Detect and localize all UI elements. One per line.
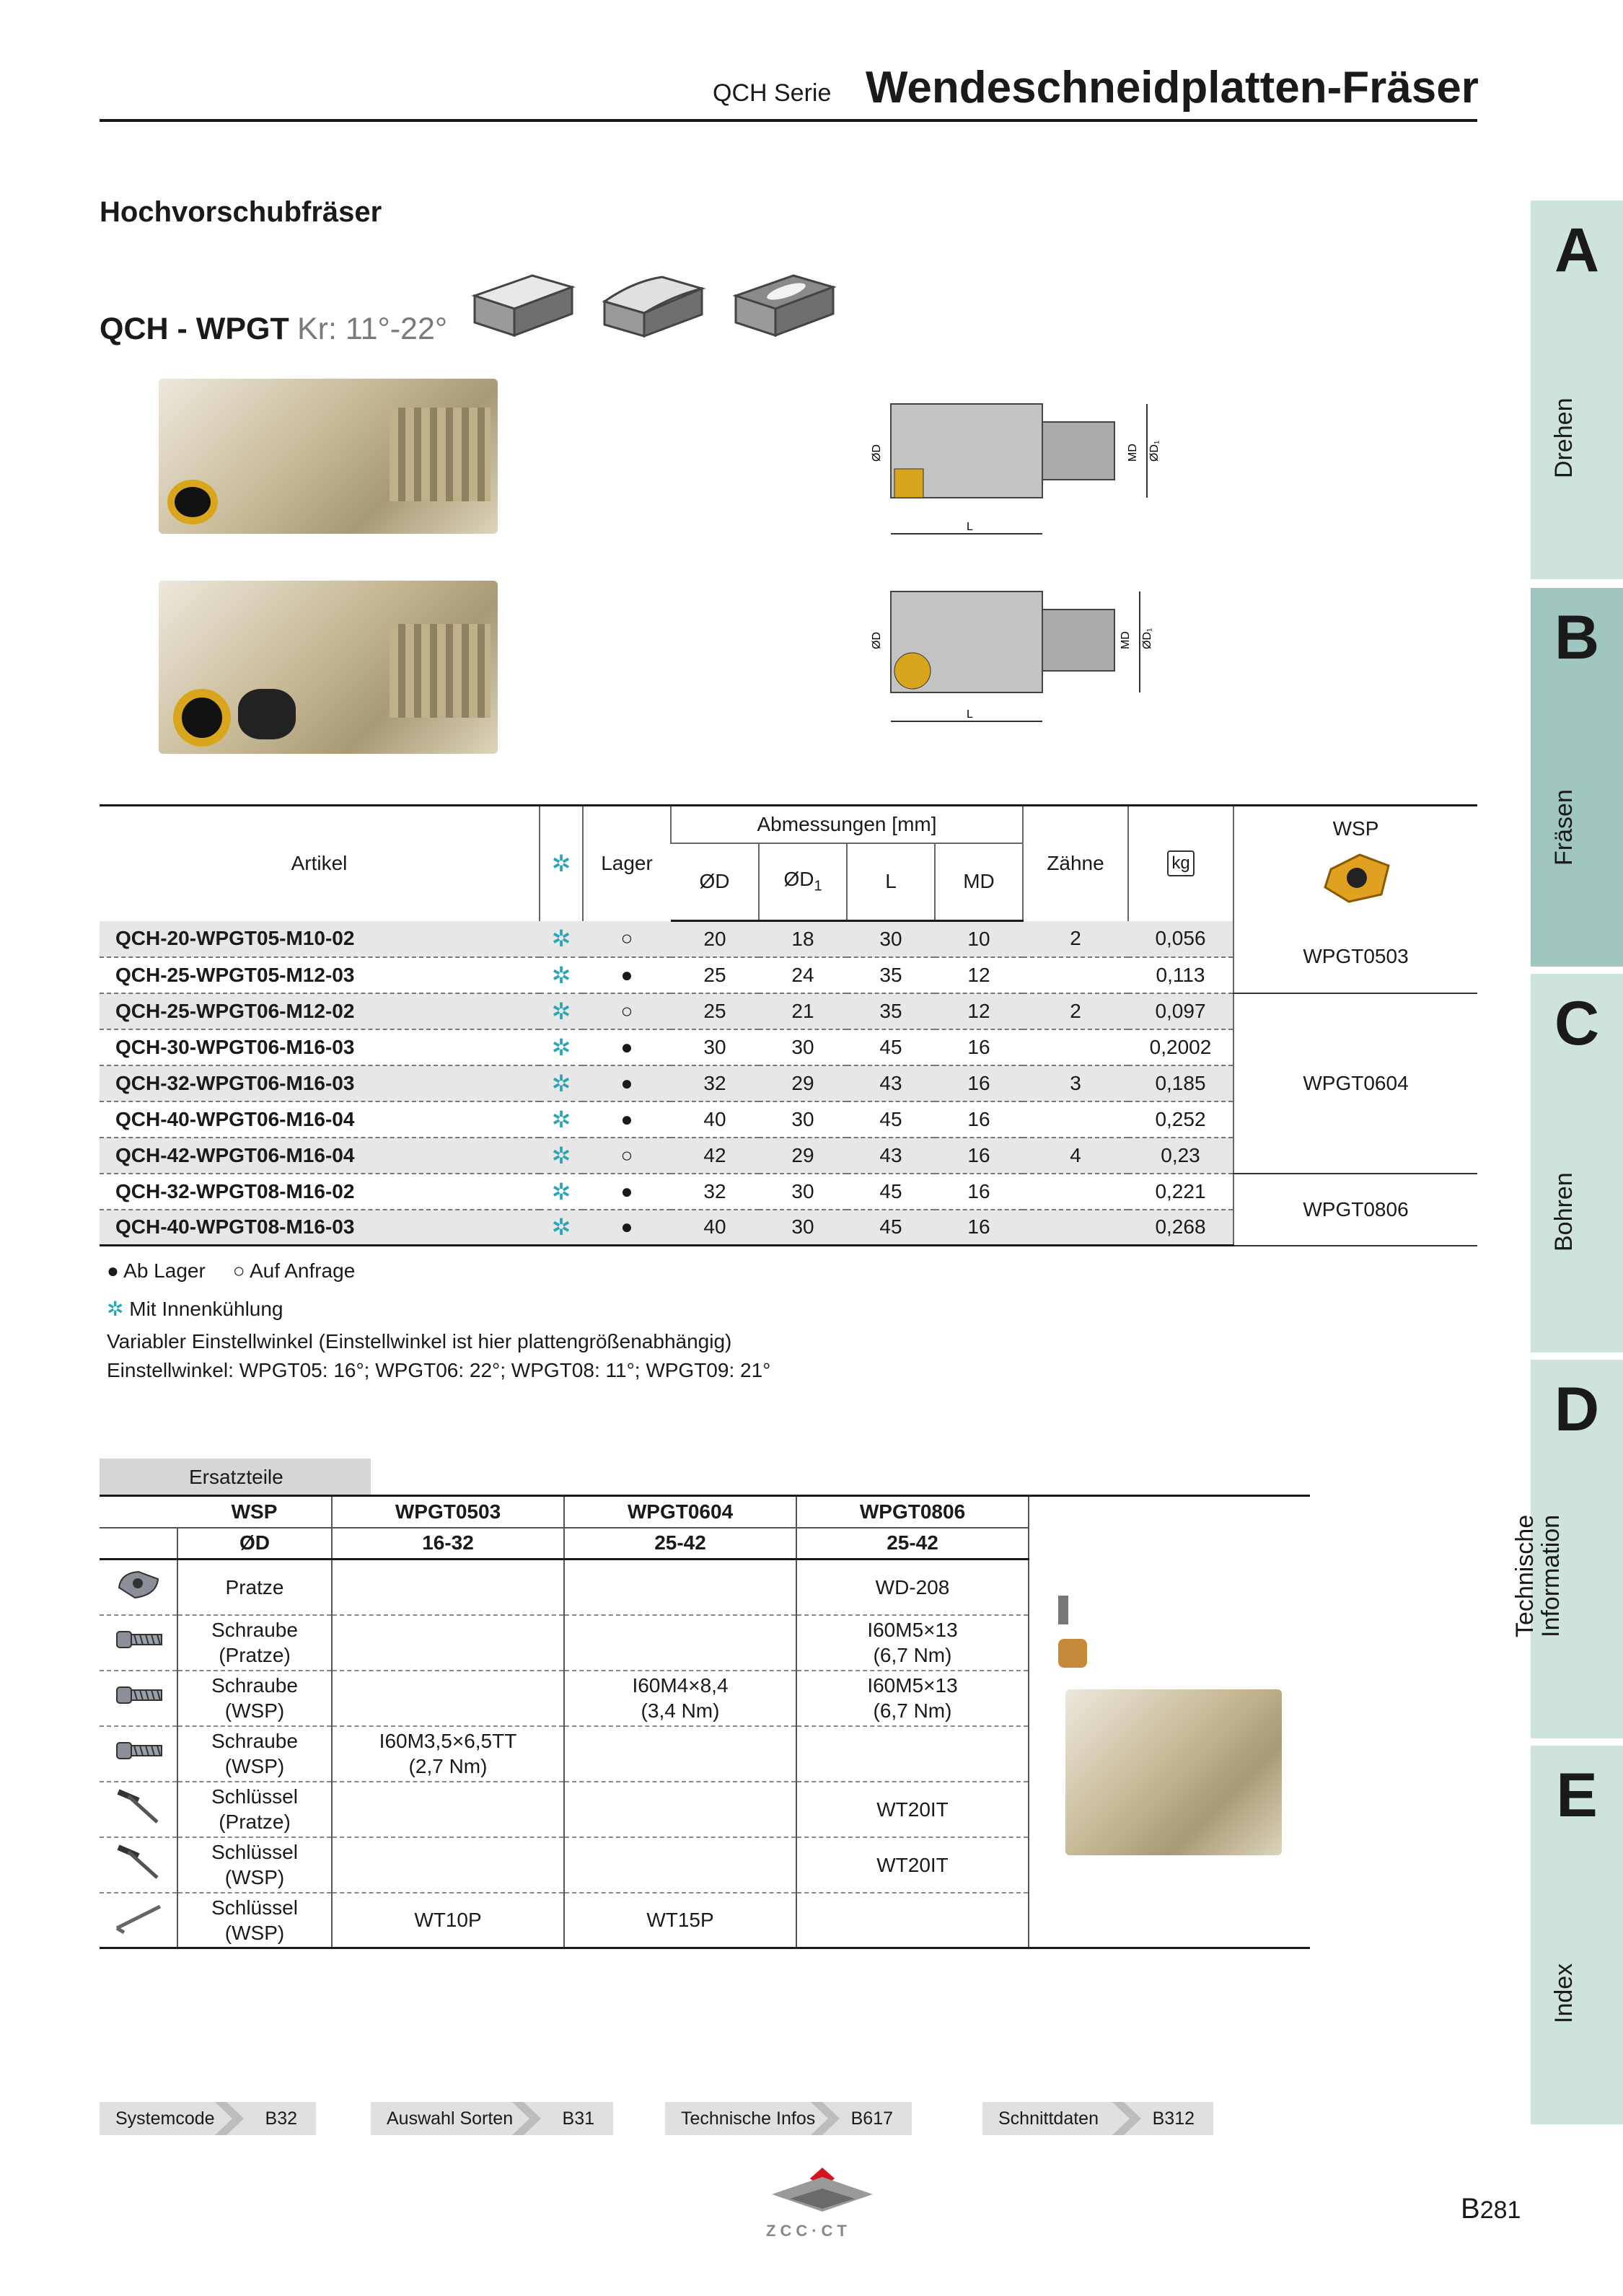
dim-md: MD xyxy=(1127,444,1139,462)
insert-shape-flat-icon xyxy=(467,267,577,346)
tab-letter: D xyxy=(1554,1375,1600,1444)
col-d1 xyxy=(759,843,847,921)
screw-icon xyxy=(100,1671,177,1726)
cell-md: 16 xyxy=(935,1174,1023,1210)
part-name: Pratze xyxy=(177,1560,332,1615)
spare-parts-tab: Ersatzteile xyxy=(100,1459,371,1495)
cell-artikel: QCH-42-WPGT06-M16-04 xyxy=(100,1138,540,1174)
table-row xyxy=(100,1560,1310,1615)
col-d1-sub: 1 xyxy=(814,879,822,895)
side-tab-d[interactable] xyxy=(1511,1360,1623,1738)
screw-icon xyxy=(100,1615,177,1671)
cell-d: 25 xyxy=(671,993,759,1029)
dim-md-2: MD xyxy=(1120,631,1132,649)
cell-md: 12 xyxy=(935,993,1023,1029)
coolant-icon: ✲ xyxy=(540,1210,583,1246)
cell-l: 30 xyxy=(847,921,935,957)
part-name: Schlüssel (Pratze) xyxy=(177,1782,332,1837)
cell-kg: 0,23 xyxy=(1128,1138,1233,1174)
part-spec xyxy=(332,1782,564,1837)
spare-d-label: ØD xyxy=(177,1528,332,1560)
wsp-insert-icon xyxy=(1316,848,1396,905)
side-tab-a[interactable] xyxy=(1531,201,1623,579)
cell-zaehne xyxy=(1023,1101,1128,1138)
legend-stock-text: ● Ab Lager xyxy=(107,1259,206,1282)
coolant-icon: ✲ xyxy=(540,957,583,993)
side-tab-e[interactable] xyxy=(1531,1746,1623,2124)
cell-lager: ● xyxy=(583,1029,671,1065)
section-title: Hochvorschubfräser xyxy=(100,196,382,228)
col-artikel: Artikel xyxy=(100,806,540,921)
cell-lager: ○ xyxy=(583,993,671,1029)
tab-letter: E xyxy=(1556,1761,1598,1830)
page-title: Wendeschneidplatten-Fräser xyxy=(866,63,1479,113)
chevron-right-icon xyxy=(1112,2102,1141,2135)
coolant-icon: ✲ xyxy=(540,1174,583,1210)
cell-zaehne xyxy=(1023,1210,1128,1246)
nav-link-0[interactable] xyxy=(100,2102,316,2135)
tab-letter: B xyxy=(1554,603,1600,672)
part-spec: I60M5×13 (6,7 Nm) xyxy=(796,1615,1029,1671)
cell-kg: 0,056 xyxy=(1128,921,1233,957)
cell-d1: 30 xyxy=(759,1174,847,1210)
cell-md: 16 xyxy=(935,1101,1023,1138)
spare-wsp-2: WPGT0604 xyxy=(564,1496,796,1528)
cell-kg: 0,221 xyxy=(1128,1174,1233,1210)
cell-kg: 0,185 xyxy=(1128,1065,1233,1101)
cell-lager: ○ xyxy=(583,1138,671,1174)
cell-zaehne: 2 xyxy=(1023,993,1128,1029)
legend-coolant-text: Mit Innenkühlung xyxy=(129,1298,283,1320)
insert-shape-hole-icon xyxy=(729,267,838,346)
cell-wsp-group: WPGT0604 xyxy=(1233,993,1477,1174)
col-lager: Lager xyxy=(583,806,671,921)
weight-icon: kg xyxy=(1167,850,1194,876)
spare-d-1: 16-32 xyxy=(332,1528,564,1560)
cell-artikel: QCH-20-WPGT05-M10-02 xyxy=(100,921,540,957)
cell-artikel: QCH-32-WPGT08-M16-02 xyxy=(100,1174,540,1210)
coolant-icon-legend: ✲ xyxy=(107,1298,124,1320)
cell-wsp-group: WPGT0503 xyxy=(1233,921,1477,993)
page-number-value: 281 xyxy=(1479,2196,1521,2224)
cell-d1: 30 xyxy=(759,1210,847,1246)
legend-note-2: Einstellwinkel: WPGT05: 16°; WPGT06: 22°; WPGT08: 11°; WPGT09: 21° xyxy=(107,1359,771,1381)
page-prefix: B xyxy=(1461,2193,1480,2225)
dim-l: L xyxy=(967,521,973,533)
cell-artikel: QCH-40-WPGT08-M16-03 xyxy=(100,1210,540,1246)
cell-d1: 30 xyxy=(759,1029,847,1065)
nav-link-3[interactable] xyxy=(982,2102,1213,2135)
tab-word: Fräsen xyxy=(1550,789,1578,866)
nav-page: B31 xyxy=(562,2108,594,2129)
col-zaehne: Zähne xyxy=(1023,806,1128,921)
dim-d: ØD xyxy=(871,444,883,462)
nav-label: Auswahl Sorten xyxy=(387,2108,514,2129)
part-spec: WD-208 xyxy=(796,1560,1029,1615)
cell-l: 43 xyxy=(847,1138,935,1174)
product-photo-wpgt05 xyxy=(159,379,498,534)
nav-link-1[interactable] xyxy=(371,2102,613,2135)
logo-text: ZCC·CT xyxy=(766,2222,851,2240)
nav-page: B312 xyxy=(1152,2108,1195,2129)
nav-label: Technische Infos xyxy=(681,2108,816,2129)
series-label: QCH Serie xyxy=(713,79,832,107)
t-key-icon xyxy=(100,1782,177,1837)
col-d: ØD xyxy=(671,843,759,921)
technical-drawing-2 xyxy=(851,577,1197,736)
part-spec: WT20IT xyxy=(796,1782,1029,1837)
tab-letter: A xyxy=(1554,216,1600,285)
cell-zaehne xyxy=(1023,1174,1128,1210)
cell-d: 32 xyxy=(671,1174,759,1210)
tab-word: Technische Information xyxy=(1511,1514,1565,1637)
dim-d-2: ØD xyxy=(871,632,883,649)
part-spec xyxy=(564,1726,796,1782)
col-abmessungen: Abmessungen [mm] xyxy=(671,806,1023,843)
part-name: Schraube (Pratze) xyxy=(177,1615,332,1671)
part-name: Schlüssel (WSP) xyxy=(177,1893,332,1948)
wsp-label: WSP xyxy=(1332,817,1379,840)
part-spec xyxy=(796,1893,1029,1948)
spare-d-3: 25-42 xyxy=(796,1528,1029,1560)
part-spec xyxy=(564,1615,796,1671)
cell-wsp-group: WPGT0806 xyxy=(1233,1174,1477,1246)
coolant-icon: ✲ xyxy=(540,1029,583,1065)
cell-kg: 0,252 xyxy=(1128,1101,1233,1138)
cell-l: 35 xyxy=(847,957,935,993)
col-wsp xyxy=(1233,806,1477,921)
part-spec xyxy=(332,1615,564,1671)
dim-l-2: L xyxy=(967,708,973,721)
col-l: L xyxy=(847,843,935,921)
cell-l: 45 xyxy=(847,1101,935,1138)
part-spec: I60M5×13 (6,7 Nm) xyxy=(796,1671,1029,1726)
coolant-icon: ✲ xyxy=(540,1101,583,1138)
chevron-right-icon xyxy=(215,2102,244,2135)
spare-wsp-label: WSP xyxy=(177,1496,332,1528)
cell-zaehne: 3 xyxy=(1023,1065,1128,1101)
cell-d1: 21 xyxy=(759,993,847,1029)
tab-word: Index xyxy=(1550,1963,1578,2023)
nav-link-2[interactable] xyxy=(665,2102,912,2135)
legend-note-1: Variabler Einstellwinkel (Einstellwinkel ist hier plattengrößenabhängig) xyxy=(107,1330,732,1352)
cell-md: 16 xyxy=(935,1065,1023,1101)
cell-kg: 0,113 xyxy=(1128,957,1233,993)
part-spec xyxy=(564,1560,796,1615)
cell-zaehne: 4 xyxy=(1023,1138,1128,1174)
dim-d1: ØD₁ xyxy=(1148,440,1161,462)
coolant-icon: ✲ xyxy=(540,921,583,957)
tab-letter: C xyxy=(1554,989,1600,1058)
torx-key-icon xyxy=(100,1893,177,1948)
cell-zaehne xyxy=(1023,1029,1128,1065)
insert-shape-groove-icon xyxy=(597,267,707,346)
part-spec: WT20IT xyxy=(796,1837,1029,1893)
cell-l: 43 xyxy=(847,1065,935,1101)
screw-icon xyxy=(100,1726,177,1782)
cell-l: 45 xyxy=(847,1029,935,1065)
table-row xyxy=(100,1174,1477,1210)
spare-parts-photo xyxy=(1029,1560,1310,1948)
cell-d: 32 xyxy=(671,1065,759,1101)
part-spec xyxy=(332,1560,564,1615)
cell-zaehne: 2 xyxy=(1023,921,1128,957)
cell-md: 16 xyxy=(935,1138,1023,1174)
cell-l: 45 xyxy=(847,1210,935,1246)
cell-kg: 0,097 xyxy=(1128,993,1233,1029)
part-name: Schraube (WSP) xyxy=(177,1726,332,1782)
cell-d1: 29 xyxy=(759,1065,847,1101)
nav-label: Systemcode xyxy=(115,2108,215,2129)
cell-d: 25 xyxy=(671,957,759,993)
cell-zaehne xyxy=(1023,957,1128,993)
cell-artikel: QCH-25-WPGT05-M12-03 xyxy=(100,957,540,993)
legend-stock xyxy=(107,1259,355,1283)
part-spec xyxy=(332,1671,564,1726)
table-row xyxy=(100,993,1477,1029)
part-spec: WT10P xyxy=(332,1893,564,1948)
side-tab-b[interactable] xyxy=(1531,588,1623,967)
cell-d: 42 xyxy=(671,1138,759,1174)
side-tab-c[interactable] xyxy=(1531,974,1623,1352)
tab-word: Bohren xyxy=(1550,1172,1578,1252)
part-spec xyxy=(564,1782,796,1837)
cell-d: 30 xyxy=(671,1029,759,1065)
part-spec xyxy=(332,1837,564,1893)
cell-lager: ● xyxy=(583,1210,671,1246)
nav-page: B617 xyxy=(850,2108,893,2129)
part-spec xyxy=(564,1837,796,1893)
cell-d: 20 xyxy=(671,921,759,957)
zcc-logo-icon xyxy=(768,2164,876,2222)
kr-angle: Kr: 11°-22° xyxy=(297,312,448,346)
coolant-icon: ✲ xyxy=(540,1065,583,1101)
cell-d1: 30 xyxy=(759,1101,847,1138)
cell-lager: ● xyxy=(583,957,671,993)
cell-artikel: QCH-32-WPGT06-M16-03 xyxy=(100,1065,540,1101)
cell-kg: 0,268 xyxy=(1128,1210,1233,1246)
spare-wsp-1: WPGT0503 xyxy=(332,1496,564,1528)
clamp-icon xyxy=(100,1560,177,1615)
cell-lager: ● xyxy=(583,1065,671,1101)
cell-md: 10 xyxy=(935,921,1023,957)
coolant-icon: ✲ xyxy=(540,993,583,1029)
cell-artikel: QCH-25-WPGT06-M12-02 xyxy=(100,993,540,1029)
part-spec: WT15P xyxy=(564,1893,796,1948)
cell-d: 40 xyxy=(671,1210,759,1246)
spare-parts-table xyxy=(100,1495,1310,1949)
cell-d1: 24 xyxy=(759,957,847,993)
spare-wsp-3: WPGT0806 xyxy=(796,1496,1029,1528)
cell-artikel: QCH-40-WPGT06-M16-04 xyxy=(100,1101,540,1138)
part-spec xyxy=(796,1726,1029,1782)
legend-request-text: ○ Auf Anfrage xyxy=(232,1259,356,1282)
article-table xyxy=(100,804,1477,1246)
cell-d1: 18 xyxy=(759,921,847,957)
col-d1-label: ØD xyxy=(783,868,814,891)
spare-d-2: 25-42 xyxy=(564,1528,796,1560)
cell-lager: ● xyxy=(583,1101,671,1138)
col-weight xyxy=(1128,806,1233,921)
t-key-icon xyxy=(100,1837,177,1893)
legend-coolant xyxy=(107,1297,283,1321)
product-photo-wpgt08 xyxy=(159,581,498,754)
cell-d1: 29 xyxy=(759,1138,847,1174)
chevron-right-icon xyxy=(512,2102,541,2135)
tab-word: Drehen xyxy=(1550,397,1578,478)
header-rule xyxy=(100,119,1477,122)
part-name: Schlüssel (WSP) xyxy=(177,1837,332,1893)
cell-md: 16 xyxy=(935,1029,1023,1065)
coolant-icon: ✲ xyxy=(540,806,583,921)
cell-kg: 0,2002 xyxy=(1128,1029,1233,1065)
cell-md: 16 xyxy=(935,1210,1023,1246)
table-row xyxy=(100,921,1477,957)
nav-page: B32 xyxy=(265,2108,297,2129)
cell-artikel: QCH-30-WPGT06-M16-03 xyxy=(100,1029,540,1065)
cell-l: 35 xyxy=(847,993,935,1029)
cell-l: 45 xyxy=(847,1174,935,1210)
product-code: QCH - WPGT xyxy=(100,312,289,346)
col-md: MD xyxy=(935,843,1023,921)
part-spec: I60M4×8,4 (3,4 Nm) xyxy=(564,1671,796,1726)
part-spec: I60M3,5×6,5TT (2,7 Nm) xyxy=(332,1726,564,1782)
technical-drawing-1 xyxy=(851,397,1197,548)
cell-md: 12 xyxy=(935,957,1023,993)
cell-lager: ● xyxy=(583,1174,671,1210)
page-number xyxy=(1461,2193,1521,2225)
part-name: Schraube (WSP) xyxy=(177,1671,332,1726)
coolant-icon: ✲ xyxy=(540,1138,583,1174)
nav-label: Schnittdaten xyxy=(998,2108,1099,2129)
dim-d1-2: ØD₁ xyxy=(1141,628,1153,649)
cell-d: 40 xyxy=(671,1101,759,1138)
cell-lager: ○ xyxy=(583,921,671,957)
